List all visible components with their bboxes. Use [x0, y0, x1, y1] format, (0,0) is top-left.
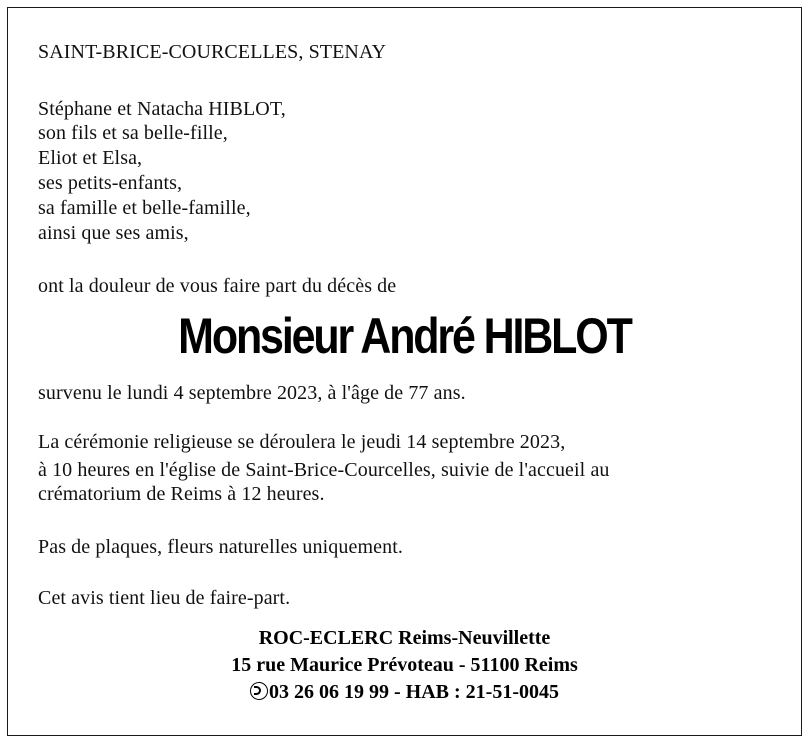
death-info: survenu le lundi 4 septembre 2023, à l'âge de 77 ans.: [38, 382, 466, 404]
deceased-name: Monsieur André HIBLOT: [178, 308, 631, 364]
funeral-home-contact-line: [0, 680, 809, 704]
locations-header: SAINT-BRICE-COURCELLES, STENAY: [38, 41, 387, 63]
flowers-note: Pas de plaques, fleurs naturelles uniquement.: [38, 536, 403, 558]
family-line: ses petits-enfants,: [38, 172, 183, 194]
family-line: son fils et sa belle-fille,: [38, 122, 228, 144]
phone-icon: [250, 682, 268, 700]
announcement-text: ont la douleur de vous faire part du décès de: [38, 275, 397, 297]
funeral-home-name: ROC-ECLERC Reims-Neuvillette: [258, 627, 551, 649]
family-line: sa famille et belle-famille,: [38, 197, 251, 219]
ceremony-line: à 10 heures en l'église de Saint-Brice-Courcelles, suivie de l'accueil au: [38, 459, 610, 481]
family-line: ainsi que ses amis,: [38, 222, 189, 244]
ceremony-line: La cérémonie religieuse se déroulera le jeudi 14 septembre 2023,: [38, 431, 566, 453]
funeral-home-address: 15 rue Maurice Prévoteau - 51100 Reims: [231, 654, 578, 676]
funeral-home-contact: 03 26 06 19 99 - HAB : 21-51-0045: [269, 681, 559, 703]
notice-note: Cet avis tient lieu de faire-part.: [38, 587, 291, 609]
family-line: Eliot et Elsa,: [38, 147, 143, 169]
ceremony-line: crématorium de Reims à 12 heures.: [38, 483, 325, 505]
family-line: Stéphane et Natacha HIBLOT,: [38, 98, 286, 120]
